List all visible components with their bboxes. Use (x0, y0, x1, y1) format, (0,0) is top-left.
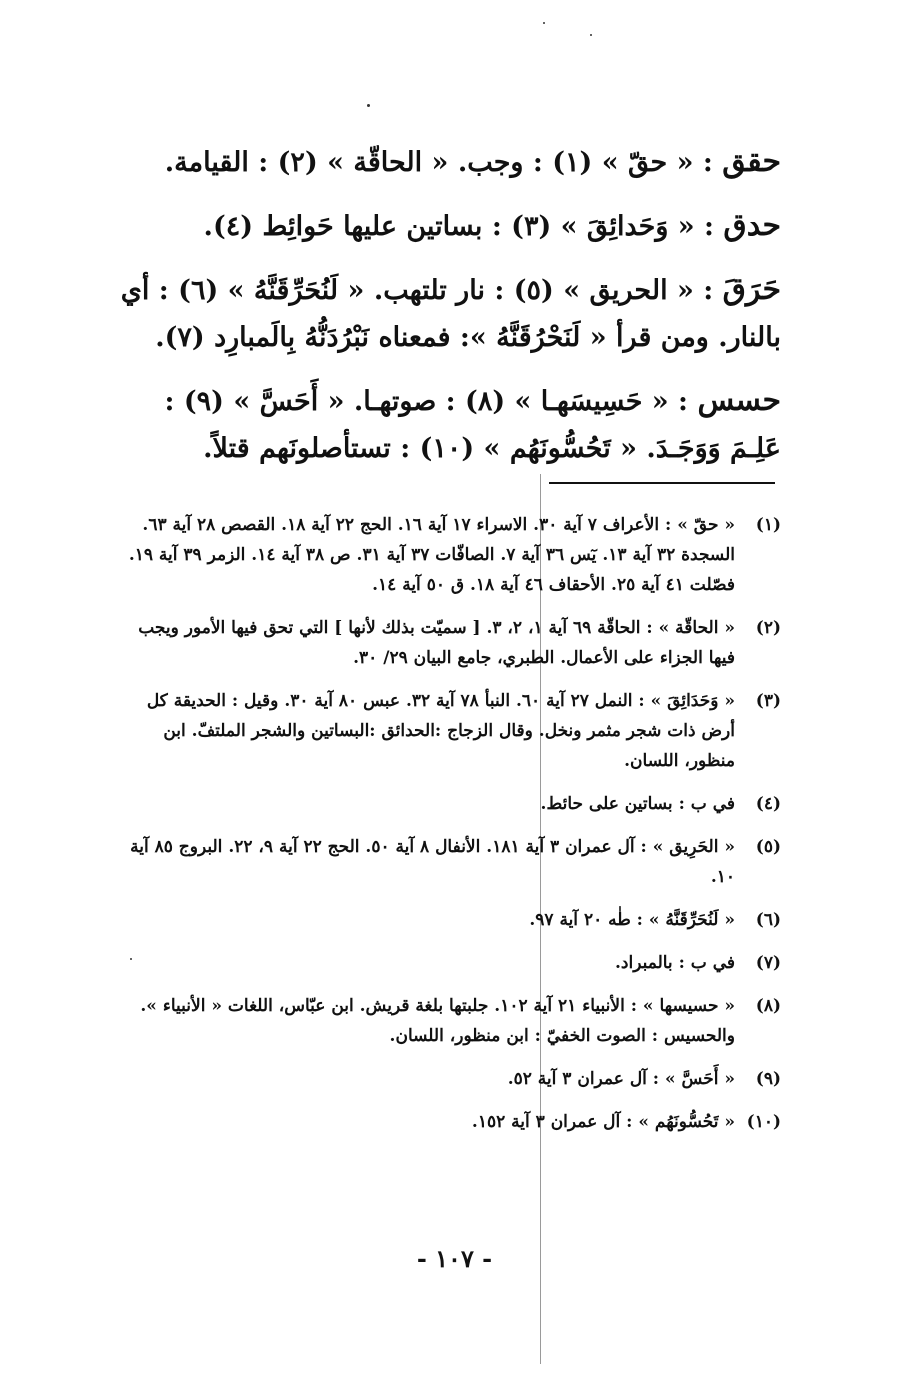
footnote-text: في ب : بالمبراد. (615, 953, 735, 973)
entry-lemma: حَرَقَ (722, 272, 781, 307)
footnote-1 (111, 510, 781, 600)
footnotes (111, 510, 781, 1150)
footnote-text: « أَحَسَّ » : آل عمران ٣ آية ٥٢. (507, 1069, 735, 1089)
entry-definition: : « وَحَدائِقَ » (٣) : بساتين عليها حَوائِط (٤). (203, 211, 715, 242)
footnote-text: في ب : بساتين على حائط. (540, 794, 735, 814)
footnote-text: « الحَرِيق » : آل عمران ٣ آية ١٨١. الأنفال ٨ آية ٥٠. الحج ٢٢ آية ٩، ٢٢. البروج ٨٥ آية ١٠. (130, 837, 735, 887)
entry-haqq (111, 138, 781, 186)
footnote-10 (111, 1107, 781, 1137)
footnote-number: (١٠) (746, 1112, 781, 1132)
footnote-number: (١) (755, 515, 781, 535)
footnote-number: (٨) (755, 996, 781, 1016)
footnote-5 (111, 832, 781, 892)
footnote-number: (٧) (755, 953, 781, 973)
footnote-text: « حسيسها » : الأنبياء ٢١ آية ١٠٢. جلبتها بلغة قريش. ابن عبّاس، اللغات « الأنبياء ». والحسيس : الصوت الخفيّ : ابن منظور، اللسان. (140, 996, 735, 1046)
footnote-text: « تَحُسُّونَهُم » : آل عمران ٣ آية ١٥٢. (471, 1112, 735, 1132)
scan-speck (367, 104, 370, 107)
entry-hasas (111, 377, 781, 472)
footnote-6 (111, 905, 781, 935)
footnote-text: « الحاقّة » : الحاقّة ٦٩ آية ١، ٢، ٣. [ سميّت بذلك لأنها ] التي تحق فيها الأمور ويجب فيها الجزاء على الأعمال. الطبري، جامع البيان ٢٩/ ٣٠. (138, 618, 735, 668)
entry-definition: : « حَسِيسَهـا » (٨) : صوتهـا. « أَحَسَّ » (٩) : عَلِـمَ وَوَجَـدَ. « تَحُسُّونَهُم » (١٠) : تستأصلونَهم قتلاً. (164, 386, 781, 464)
footnote-number: (٩) (755, 1069, 781, 1089)
footnote-7 (111, 948, 781, 978)
scan-speck (590, 34, 592, 36)
footnote-2 (111, 613, 781, 673)
footnote-number: (٦) (755, 910, 781, 930)
footnote-text: « وَحَدَائِقَ » : النمل ٢٧ آية ٦٠. النبأ ٧٨ آية ٣٢. عبس ٨٠ آية ٣٠. وقيل : الحديقة كل أرض ذات شجر مثمر ونخل. وقال الزجاج :الحدائق :البساتين والشجر الملتفّ. ابن منظور، اللسان. (146, 691, 735, 771)
scan-speck (543, 22, 545, 24)
glossary-entries (111, 138, 781, 488)
footnote-9 (111, 1064, 781, 1094)
footnote-8 (111, 991, 781, 1051)
entry-lemma: حسس (697, 383, 781, 418)
entry-lemma: حدق (723, 208, 781, 243)
entry-definition: : « حقّ » (١) : وجب. « الحاقّة » (٢) : القيامة. (164, 147, 713, 178)
footnote-separator (549, 482, 775, 484)
entry-haraq (111, 266, 781, 361)
entry-definition: : « الحريق » (٥) : نار تلتهب. « لَنُحَرِّقَنَّهُ » (٦) : أي بالنار. ومن قرأ « لَنَحْرُقَنَّهُ »: فمعناه نَبْرُدَنُّهُ بِالَمبارِد (٧). (120, 275, 781, 353)
entry-hadaq (111, 202, 781, 250)
footnote-number: (٤) (755, 794, 781, 814)
footnote-text: « لَنُحَرِّقَنَّهُ » : طٰه ٢٠ آية ٩٧. (529, 910, 735, 930)
footnote-number: (٥) (755, 837, 781, 857)
footnote-3 (111, 686, 781, 776)
footnote-number: (٢) (755, 618, 781, 638)
entry-lemma: حقق (722, 144, 781, 179)
footnote-number: (٣) (755, 691, 781, 711)
page-number: - ١٠٧ - (416, 1244, 493, 1273)
footnote-4 (111, 789, 781, 819)
footnote-text: « حقّ » : الأعراف ٧ آية ٣٠. الاسراء ١٧ آية ١٦. الحج ٢٢ آية ١٨. القصص ٢٨ آية ٦٣. السجدة ٣٢ آية ١٣. يٓس ٣٦ آية ٧. الصافّات ٣٧ آية ٣١. ص ٣٨ آية ١٤. الزمر ٣٩ آية ١٩. فصّلت ٤١ آية ٢٥. الأحقاف ٤٦ آية ١٨. ق ٥٠ آية ١٤. (128, 515, 735, 595)
